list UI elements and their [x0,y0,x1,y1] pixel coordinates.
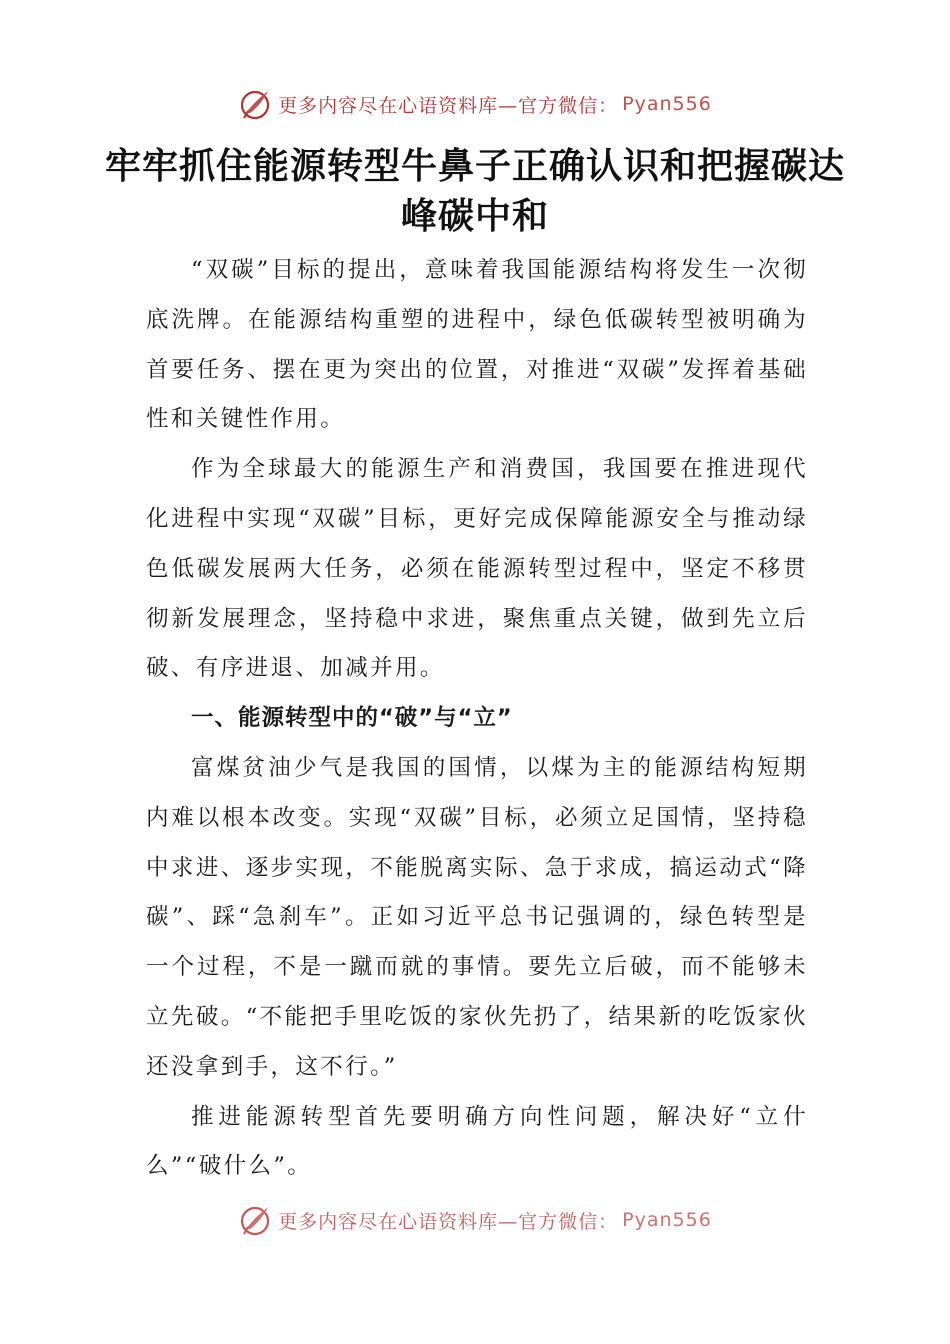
paragraph: 富煤贫油少气是我国的国情，以煤为主的能源结构短期内难以根本改变。实现“双碳”目标，必须立足国情，坚持稳中求进、逐步实现，不能脱离实际、急于求成，搞运动式“降碳”、踩“急刹车”。正如习近平总书记强调的，绿色转型是一个过程，不是一蹴而就的事情。要先立后破，而不能够未立先破。“不能把手里吃饭的家伙先扔了，结果新的吃饭家伙还没拿到手，这不行。” [146,754,808,1080]
watermark-text: 更多内容尽在心语资料库—官方微信： [278,1210,619,1233]
paragraph: 作为全球最大的能源生产和消费国，我国要在推进现代化进程中实现“双碳”目标，更好完成保障能源安全与推动绿色低碳发展两大任务，必须在能源转型过程中，坚定不移贯彻新发展理念，坚持稳中求进，聚焦重点关键，做到先立后破、有序进退、加减并用。 [146,456,808,682]
paragraph: “双碳”目标的提出，意味着我国能源结构将发生一次彻底洗牌。在能源结构重塑的进程中，绿色低碳转型被明确为首要任务、摆在更为突出的位置，对推进“双碳”发挥着基础性和关键性作用。 [146,257,808,433]
document-body [146,246,808,1192]
watermark-footer [0,1204,950,1244]
watermark-id: Pyan556 [622,1209,712,1231]
paragraph: 推进能源转型首先要明确方向性问题，解决好“立什么”“破什么”。 [146,1103,808,1180]
watermark-header [0,84,950,124]
watermark-text: 更多内容尽在心语资料库—官方微信： [278,94,619,117]
watermark-id: Pyan556 [622,93,712,115]
quill-logo-icon [238,1204,272,1237]
quill-logo-icon [238,87,272,121]
document-title: 牢牢抓住能源转型牛鼻子正确认识和把握碳达峰碳中和 [104,146,845,237]
section-heading: 一、能源转型中的“破”与“立” [191,705,513,732]
